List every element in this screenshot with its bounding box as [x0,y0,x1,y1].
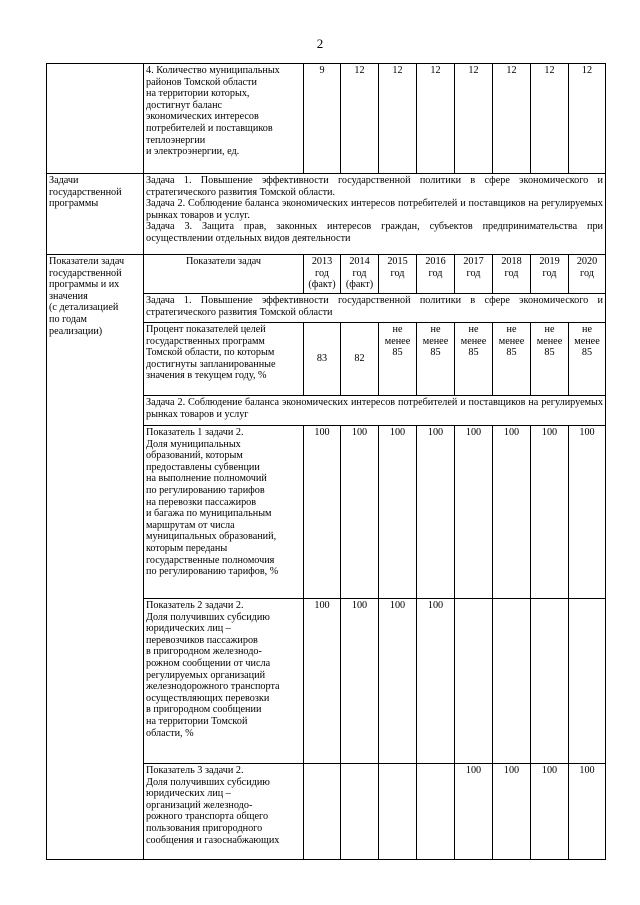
indicator1-value-2018: 100 [493,426,531,599]
indicator2-label: Показатель 2 задачи 2. Доля получивших субсидию юридических лиц – перевозчиков пассажиров в пригородном железнодо- рожном сообщении от числа регулируемых организаций железнодорожного транспорта осуществляющих перевозки в пригородном сообщении на территории Томской области, % [144,599,304,764]
indicator2-value-2016: 100 [417,599,455,764]
value-2013: 9 [304,64,341,174]
indicator1-value-2019: 100 [531,426,569,599]
row-municipal-districts [47,64,606,174]
indicators-section-label: Показатели задач государственной программы и их значения (с детализацией по годам реализации) [47,255,144,860]
task1-value-2020: не менее 85 [569,323,606,396]
task1-value-2014: 82 [341,323,379,396]
indicator3-value-2015 [379,764,417,860]
indicator3-value-2020: 100 [569,764,606,860]
value-2015: 12 [379,64,417,174]
municipal-districts-label: 4. Количество муниципальных районов Томской области на территории которых, достигнут баланс экономических интересов потребителей и поставщиков теплоэнергии и электроэнергии, ед. [144,64,304,174]
task1-value-2016: не менее 85 [417,323,455,396]
task1-value-2017: не менее 85 [455,323,493,396]
indicator1-value-2013: 100 [304,426,341,599]
indicator2-value-2015: 100 [379,599,417,764]
header-indicator: Показатели задач [144,255,304,294]
indicator1-value-2014: 100 [341,426,379,599]
indicator3-value-2017: 100 [455,764,493,860]
indicator3-value-2019: 100 [531,764,569,860]
header-year-2015: 2015 год [379,255,417,294]
task-2-text: Задача 2. Соблюдение баланса экономических интересов потребителей и поставщиков на регулируемых рынках товаров и услуг. [146,198,603,221]
header-year-2016: 2016 год [417,255,455,294]
task-1-text: Задача 1. Повышение эффективности государственной политики в сфере экономического и стратегического развития Томской области. [146,175,603,198]
value-2016: 12 [417,64,455,174]
indicator2-value-2017 [455,599,493,764]
value-2017: 12 [455,64,493,174]
indicator2-value-2019 [531,599,569,764]
header-year-2019: 2019 год [531,255,569,294]
task2-title: Задача 2. Соблюдение баланса экономических интересов потребителей и поставщиков на регулируемых рынках товаров и услуг [144,396,606,426]
tasks-section-label: Задачи государственной программы [47,174,144,255]
header-year-2017: 2017 год [455,255,493,294]
header-year-2014: 2014 год (факт) [341,255,379,294]
indicator2-value-2013: 100 [304,599,341,764]
empty-label-cell [47,64,144,174]
task1-value-2013: 83 [304,323,341,396]
indicator3-value-2016 [417,764,455,860]
indicator2-value-2020 [569,599,606,764]
header-year-2020: 2020 год [569,255,606,294]
page-number: 2 [316,36,324,51]
task-3-text: Задача 3. Защита прав, законных интересов граждан, субъектов предпринимательства при осуществлении отдельных видов деятельности [146,221,603,244]
value-2014: 12 [341,64,379,174]
indicator2-value-2018 [493,599,531,764]
value-2019: 12 [531,64,569,174]
indicator3-label: Показатель 3 задачи 2. Доля получивших субсидию юридических лиц – организаций железнодо- рожного транспорта общего пользования пригородного сообщения и газоснабжающих [144,764,304,860]
task1-title: Задача 1. Повышение эффективности государственной политики в сфере экономического и стратегического развития Томской области [144,294,606,323]
program-passport-table [46,63,606,860]
indicator1-value-2015: 100 [379,426,417,599]
indicator1-label: Показатель 1 задачи 2. Доля муниципальных образований, которым предоставлены субвенции на выполнение полномочий по регулированию тарифов на перевозки пассажиров и багажа по муниципальным маршрутам от числа муниципальных образований, которым переданы государственные полномочия по регулированию тарифов, % [144,426,304,599]
indicator2-value-2014: 100 [341,599,379,764]
task1-value-2019: не менее 85 [531,323,569,396]
tasks-list [144,174,606,255]
indicator3-value-2014 [341,764,379,860]
indicator3-value-2013 [304,764,341,860]
indicator3-value-2018: 100 [493,764,531,860]
row-program-tasks [47,174,606,255]
task1-indicator-label: Процент показателей целей государственных программ Томской области, по которым достигнуты запланированные значения в текущем году, % [144,323,304,396]
header-year-2013: 2013 год (факт) [304,255,341,294]
indicators-header-row [47,255,606,294]
value-2018: 12 [493,64,531,174]
indicator1-value-2016: 100 [417,426,455,599]
task1-value-2018: не менее 85 [493,323,531,396]
indicator1-value-2017: 100 [455,426,493,599]
header-year-2018: 2018 год [493,255,531,294]
task1-value-2015: не менее 85 [379,323,417,396]
indicator1-value-2020: 100 [569,426,606,599]
value-2020: 12 [569,64,606,174]
